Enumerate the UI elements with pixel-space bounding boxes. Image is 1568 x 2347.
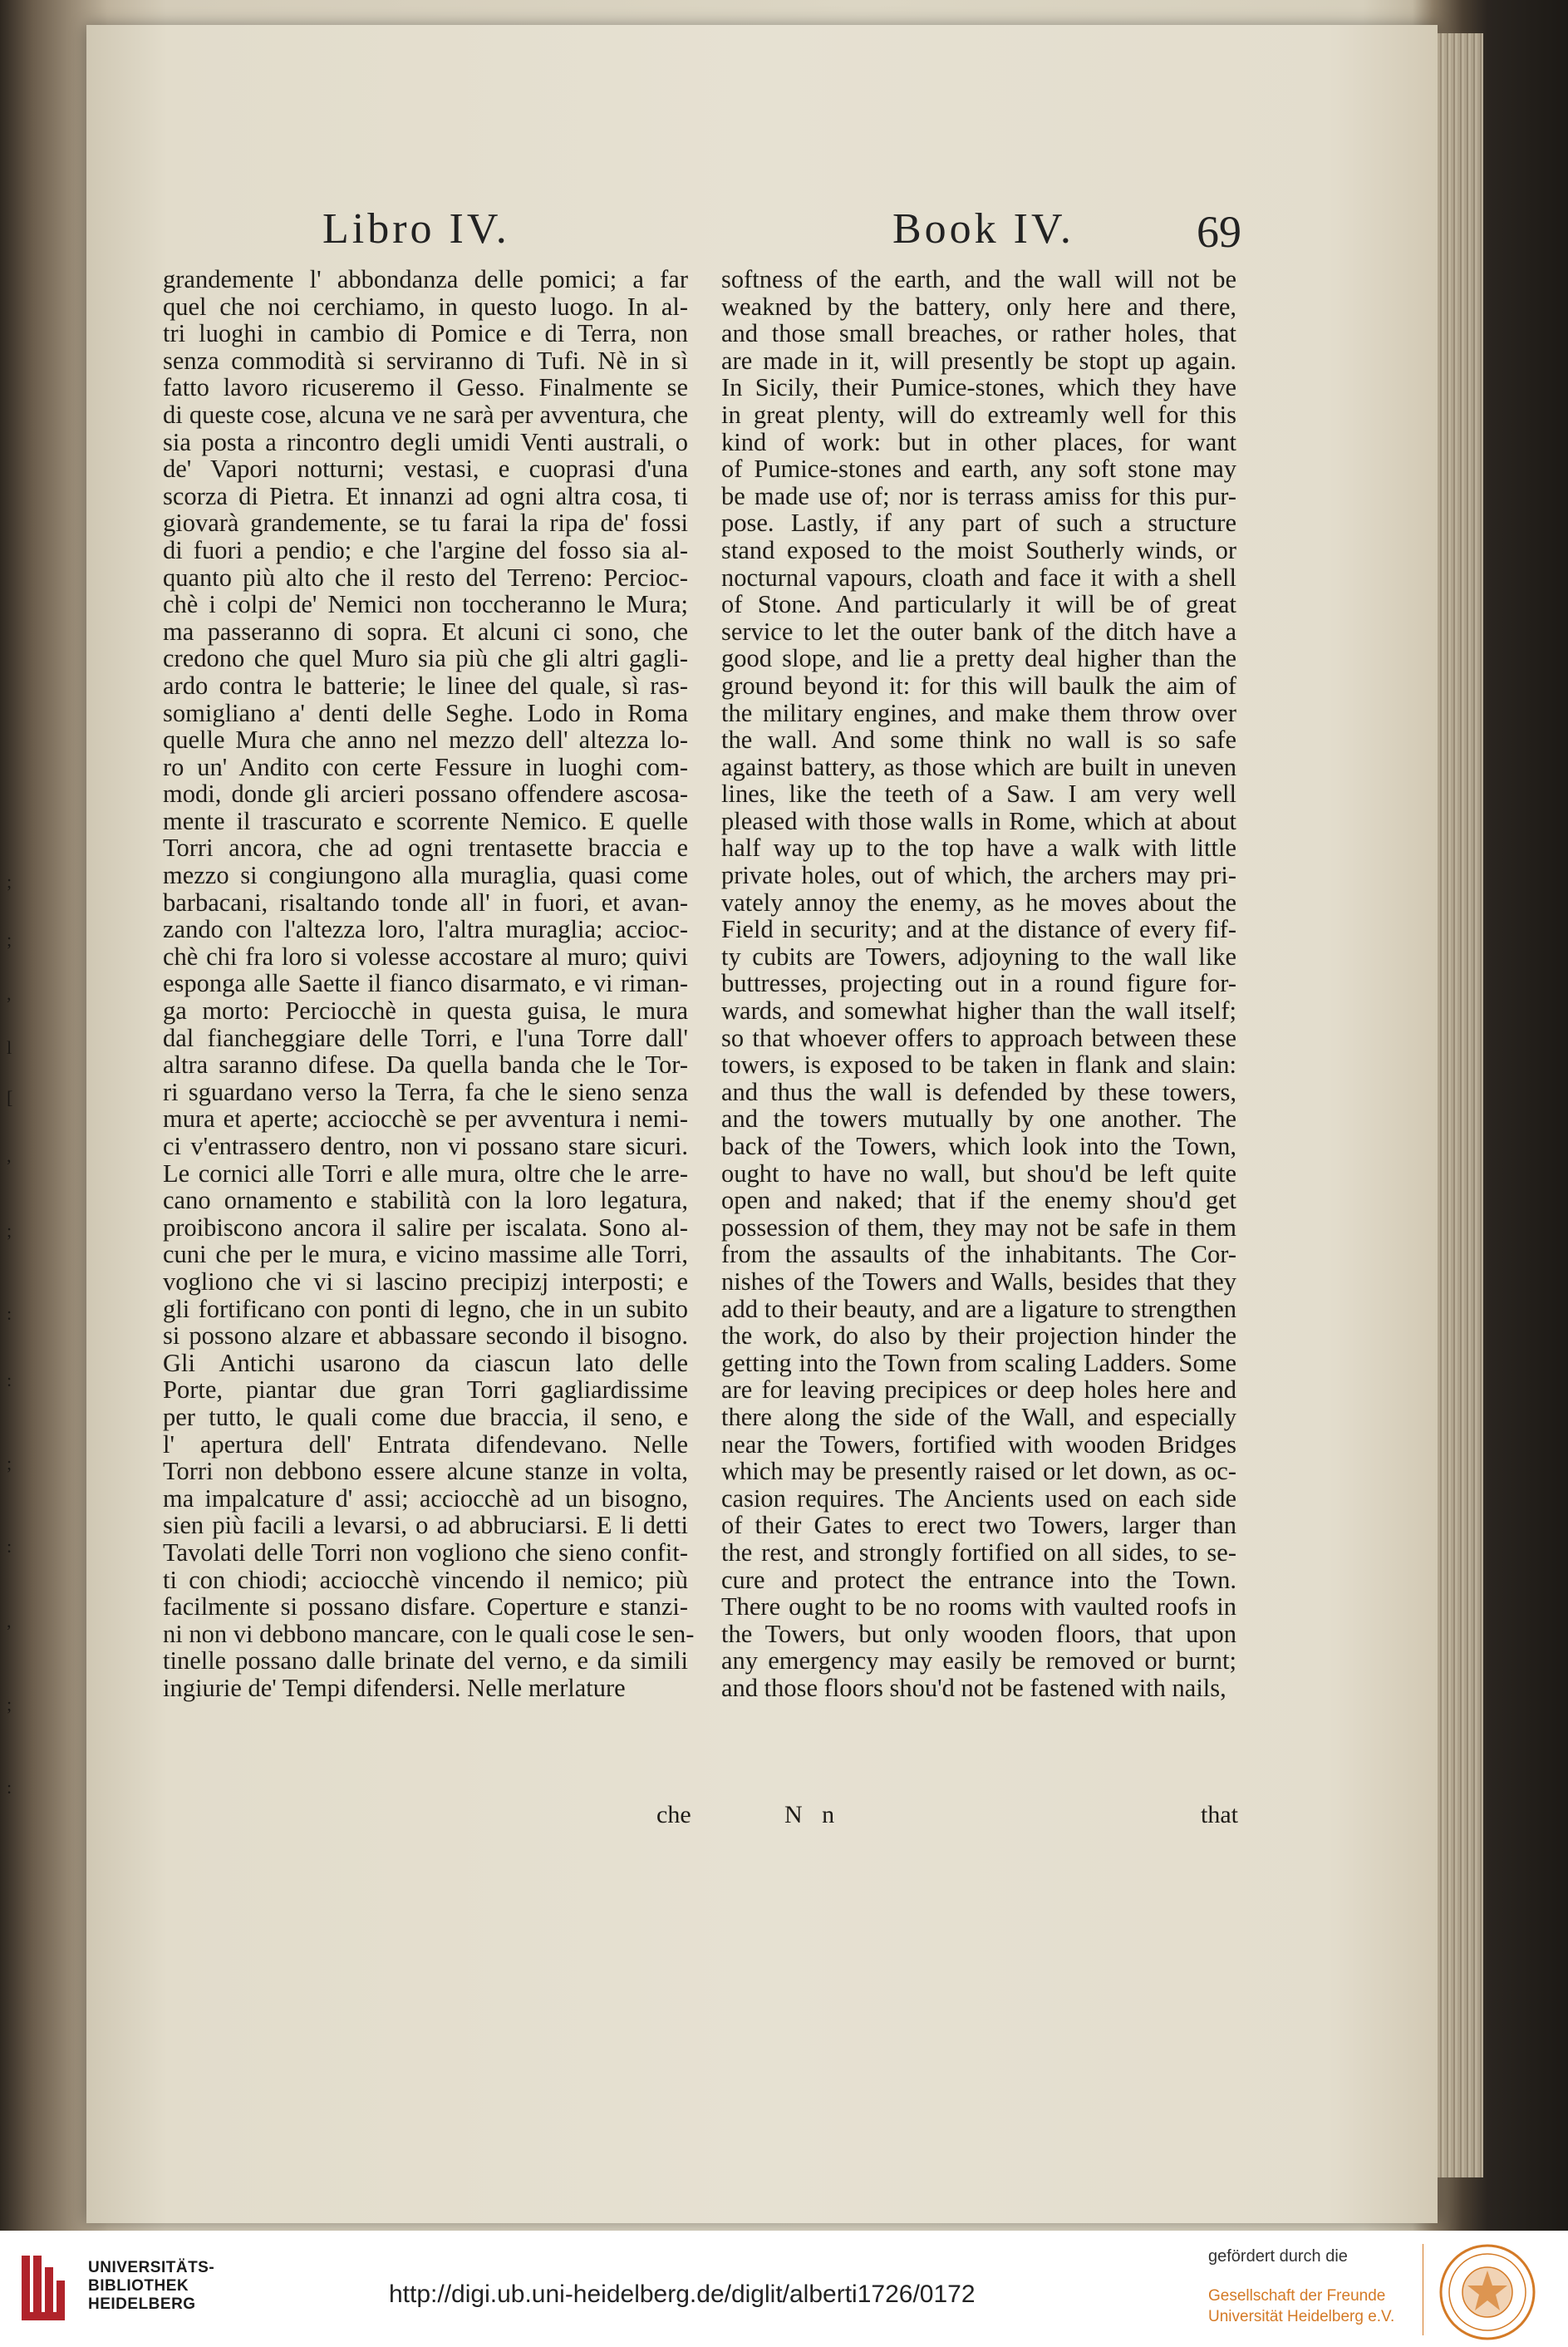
text-line: quelle Mura che anno nel mezzo dell' altezza lo- (163, 726, 688, 755)
text-line: the rest, and strongly fortified on all sides, to se- (721, 1538, 1236, 1567)
text-line: half way up to the top have a walk with little (721, 834, 1236, 863)
text-line: so that whoever offers to approach between these (721, 1023, 1236, 1052)
text-line: are for leaving precipices or deep holes here and (721, 1375, 1236, 1405)
running-head-left: Libro IV. (322, 205, 510, 253)
text-line: of Stone. And particularly it will be of great (721, 590, 1236, 619)
text-line: stand exposed to the moist Southerly winds, or (721, 535, 1236, 564)
catchword-right: that (1201, 1801, 1238, 1828)
text-line: ci v'entrassero dentro, non vi possano stare sicuri. (163, 1132, 688, 1160)
funded-by-label: gefördert durch die (1208, 2247, 1348, 2266)
text-line: Tavolati delle Torri non vogliono che sieno confit- (163, 1538, 688, 1567)
text-line: de' Vapori notturni; vestasi, e cuoprasi d'una (163, 455, 688, 484)
text-line: ingiurie de' Tempi difendersi. Nelle merlature (163, 1673, 626, 1702)
page-number: 69 (1197, 207, 1241, 257)
text-line: which may be presently raised or let down, as oc- (721, 1457, 1236, 1486)
text-line: kind of work: but in other places, for want (721, 427, 1236, 456)
text-line: esponga alle Saette il fianco disarmato, e vi riman- (163, 969, 688, 998)
text-line: di queste cose, alcuna ve ne sarà per avventura, che (163, 400, 688, 429)
society-name-line: Universität Heidelberg e.V. (1208, 2308, 1395, 2325)
italian-text-column (163, 265, 695, 1702)
library-name-line: UNIVERSITÄTS- (88, 2259, 215, 2276)
library-name-line: HEIDELBERG (88, 2295, 196, 2313)
text-line: chè chi fra loro si volesse accostare al muro; quivi (163, 942, 688, 971)
text-line: against battery, as those which are built in uneven (721, 752, 1236, 781)
text-line: sia posta a rincontro degli umidi Venti australi, o (163, 427, 688, 456)
text-line: the military engines, and make them throw over (721, 698, 1236, 727)
signature-mark: N n (784, 1801, 842, 1828)
text-line: zando con l'altezza loro, l'altra muraglia; accioc- (163, 915, 688, 944)
text-line: good slope, and lie a pretty deal higher than the (721, 644, 1236, 673)
text-line: fatto lavoro ricuseremo il Gesso. Finalmente se (163, 373, 688, 402)
text-line: ri sguardano verso la Terra, fa che le sieno senza (163, 1077, 688, 1106)
text-line: of Pumice-stones and earth, any soft stone may (721, 455, 1236, 484)
text-line: Gli Antichi usarono da ciascun lato delle (163, 1348, 688, 1377)
text-line: ni non vi debbono mancare, con le quali cose le sen- (163, 1619, 695, 1648)
page-edges (1438, 33, 1483, 2177)
text-line: are made in it, will presently be stopt up again. (721, 346, 1236, 375)
text-line: lines, like the teeth of a Saw. I am very well (721, 780, 1236, 809)
text-line: Torri non debbono essere alcune stanze in volta, (163, 1457, 688, 1486)
text-line: ro un' Andito con certe Fessure in luoghi com- (163, 752, 688, 781)
text-line: the Towers, but only wooden floors, that upon (721, 1619, 1236, 1648)
text-line: modi, donde gli arcieri possano offendere ascosa- (163, 780, 688, 809)
text-line: service to let the outer bank of the ditch have a (721, 617, 1236, 646)
text-line: scorza di Pietra. Et innanzi ad ogni altra cosa, ti (163, 481, 688, 510)
text-line: near the Towers, fortified with wooden Bridges (721, 1429, 1236, 1459)
text-line: mura et aperte; acciocchè se per avventura i nemi- (163, 1105, 688, 1134)
text-line: quanto più alto che il resto del Terreno: Percioc- (163, 563, 688, 592)
text-line: cano ornamento e stabilità con la loro legatura, (163, 1186, 688, 1215)
text-line: pleased with those walls in Rome, which at about (721, 806, 1236, 835)
library-name-line: BIBLIOTHEK (88, 2277, 189, 2295)
text-line: Torri ancora, che ad ogni trentasette braccia e (163, 834, 688, 863)
running-head-right: Book IV. (892, 205, 1074, 253)
text-line: be made use of; nor is terrass amiss for this pur- (721, 481, 1236, 510)
text-line: There ought to be no rooms with vaulted roofs in (721, 1592, 1236, 1621)
text-line: and those small breaches, or rather holes, that (721, 319, 1236, 348)
text-line: proibiscono ancora il salire per iscalata. Sono al- (163, 1213, 688, 1242)
text-line: Porte, piantar due gran Torri gagliardissime (163, 1375, 688, 1405)
text-line: add to their beauty, and are a ligature to strengthen (721, 1294, 1236, 1323)
text-line: there along the side of the Wall, and especially (721, 1402, 1236, 1431)
text-line: pose. Lastly, if any part of such a structure (721, 509, 1236, 538)
text-line: tinelle possano dalle brinate del verno, e da simili (163, 1646, 688, 1675)
text-line: altra saranno difese. Da quella banda che le Tor- (163, 1050, 688, 1080)
text-line: open and naked; that if the enemy shou'd get (721, 1186, 1236, 1215)
text-line: vogliono che vi si lascino precipizj interposti; e (163, 1267, 688, 1296)
text-line: si possono alzare et abbassare secondo il bisogno. (163, 1321, 688, 1351)
text-line: vately annoy the enemy, as he moves about the (721, 888, 1236, 917)
text-line: ma passeranno di sopra. Et alcuni ci sono, che (163, 617, 688, 646)
text-line: from the assaults of the inhabitants. The Cor- (721, 1240, 1236, 1269)
text-line: somigliano a' denti delle Seghe. Lodo in Roma (163, 698, 688, 727)
text-line: casion requires. The Ancients used on each side (721, 1483, 1236, 1513)
text-line: softness of the earth, and the wall will not be (721, 265, 1236, 293)
text-line: l' apertura dell' Entrata difendevano. Nelle (163, 1429, 688, 1459)
text-line: chè i colpi de' Nemici non toccheranno le Mura; (163, 590, 688, 619)
text-line: barbacani, risaltando tonde all' in fuori, et avan- (163, 888, 688, 917)
text-line: towers, is exposed to be taken in flank and slain: (721, 1050, 1236, 1080)
library-name (88, 2259, 214, 2314)
text-line: cuni che per le mura, e vicino massime alle Torri, (163, 1240, 688, 1269)
text-line: the work, do also by their projection hinder the (721, 1321, 1236, 1351)
text-line: private holes, out of which, the archers may pri- (721, 861, 1236, 890)
text-line: tri luoghi in cambio di Pomice e di Terra, non (163, 319, 688, 348)
text-line: senza commodità si serviranno di Tufi. Nè in sì (163, 346, 688, 375)
catchword-left: che (656, 1801, 691, 1828)
society-name-line: Gesellschaft der Freunde (1208, 2287, 1386, 2305)
text-line: ma impalcature d' assi; acciocchè ad un bisogno, (163, 1483, 688, 1513)
facing-page-margin-marks: ; ; , l [ , ; : : ; : , ; : (7, 871, 13, 1798)
text-line: per tutto, le quali come due braccia, il seno, e (163, 1402, 688, 1431)
text-line: ground beyond it: for this will baulk the aim of (721, 671, 1236, 700)
text-line: ardo contra le batterie; le linee del quale, sì ras- (163, 671, 688, 700)
text-line: getting into the Town from scaling Ladders. Some (721, 1348, 1236, 1377)
text-line: any emergency may easily be removed or burnt; (721, 1646, 1236, 1675)
text-line: facilmente si possano disfare. Coperture e stanzi- (163, 1592, 688, 1621)
footer-bar (0, 2231, 1568, 2347)
text-line: of their Gates to erect two Towers, larger than (721, 1511, 1236, 1540)
text-line: wards, and somewhat higher than the wall itself; (721, 996, 1236, 1026)
permalink-url[interactable]: http://digi.ub.uni-heidelberg.de/diglit/alberti1726/0172 (389, 2281, 976, 2308)
text-line: ty cubits are Towers, adjoyning to the wall like (721, 942, 1236, 971)
text-line: dal fiancheggiare delle Torri, e l'una Torre dall' (163, 1023, 688, 1052)
text-line: weakned by the battery, only here and there, (721, 292, 1236, 321)
text-line: quel che noi cerchiamo, in questo luogo. In al- (163, 292, 688, 321)
text-line: buttresses, projecting out in a round figure for- (721, 969, 1236, 998)
text-line: and the towers mutually by one another. The (721, 1105, 1236, 1134)
society-name (1208, 2285, 1394, 2327)
text-line: In Sicily, their Pumice-stones, which they have (721, 373, 1236, 402)
text-line: gli fortificano con ponti di legno, che in un subito (163, 1294, 688, 1323)
text-line: and those floors shou'd not be fastened with nails, (721, 1673, 1226, 1702)
university-library-logo (18, 2251, 70, 2325)
text-line: giovarà grandemente, se tu farai la ripa de' fossi (163, 509, 688, 538)
text-line: nocturnal vapours, cloath and face it with a shell (721, 563, 1236, 592)
text-line: mente il trascurato e scorrente Nemico. E quelle (163, 806, 688, 835)
text-line: the wall. And some think no wall is so safe (721, 726, 1236, 755)
text-line: possession of them, they may not be safe in them (721, 1213, 1236, 1242)
society-seal-icon (1438, 2242, 1537, 2342)
text-line: cure and protect the entrance into the Town. (721, 1565, 1236, 1594)
text-line: mezzo si congiungono alla muraglia, quasi come (163, 861, 688, 890)
text-line: grandemente l' abbondanza delle pomici; a far (163, 265, 688, 293)
text-line: back of the Towers, which look into the Town, (721, 1132, 1236, 1160)
text-line: nishes of the Towers and Walls, besides that they (721, 1267, 1236, 1296)
text-line: and thus the wall is defended by these towers, (721, 1077, 1236, 1106)
text-line: Field in security; and at the distance of every fif- (721, 915, 1236, 944)
text-line: ga morto: Perciocchè in questa guisa, le mura (163, 996, 688, 1026)
text-line: Le cornici alle Torri e alle mura, oltre che le arre- (163, 1159, 688, 1188)
text-line: ought to have no wall, but shou'd be left quite (721, 1159, 1236, 1188)
text-line: sien più facili a levarsi, o ad abbruciarsi. E li detti (163, 1511, 688, 1540)
text-line: ti con chiodi; acciocchè vincendo il nemico; più (163, 1565, 688, 1594)
text-line: in great plenty, will do extreamly well for this (721, 400, 1236, 429)
text-line: credono che quel Muro sia più che gli altri gagli- (163, 644, 688, 673)
english-text-column (721, 266, 1236, 1701)
text-line: di fuori a pendio; e che l'argine del fosso sia al- (163, 535, 688, 564)
